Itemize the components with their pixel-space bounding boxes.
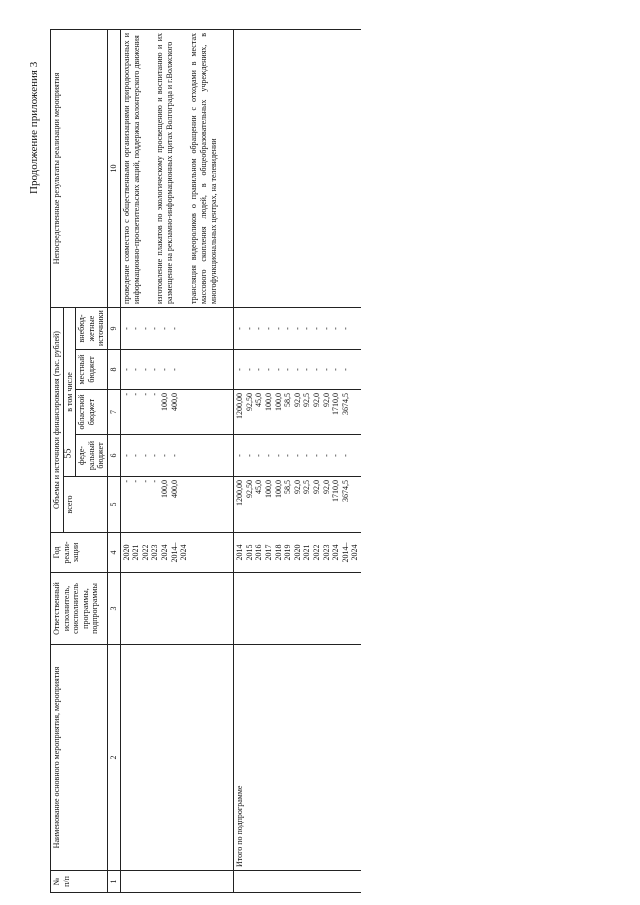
header-local: местный бюджет	[76, 350, 108, 390]
page-number: 55	[62, 448, 74, 459]
continuation-title: Продолжение приложения 3	[28, 61, 40, 194]
result-cell	[120, 29, 234, 307]
column-number: 1	[107, 871, 120, 893]
header-number: № п/п	[51, 871, 108, 893]
year-cell: 2014 2015 2016 2017 2018 2019 2020 2021 2022 2023 2024 2014–2024	[234, 533, 361, 573]
column-number: 8	[107, 350, 120, 390]
header-federal: феде-ральный бюджет	[76, 435, 108, 477]
header-offbudget: внебюд-жетные источники	[76, 307, 108, 349]
header-in-that-number: в том числе	[63, 307, 76, 476]
financing-table	[50, 29, 361, 893]
column-number-row	[107, 29, 120, 892]
column-number: 10	[107, 29, 120, 307]
header-executor: Ответственный исполнитель, соисполнитель программы, подпрограммы	[51, 573, 108, 645]
table-row	[234, 29, 361, 892]
column-number: 5	[107, 477, 120, 533]
header-regional: областной бюджет	[76, 390, 108, 435]
federal-cell: - - - - - - - - - - - -	[234, 435, 361, 477]
header-results: Непосредственные результаты реализации мероприятия	[51, 29, 108, 307]
header-total: всего	[63, 477, 107, 533]
column-number: 6	[107, 435, 120, 477]
regional-cell: 1200,00 92,50 45,0 100,0 100,0 58,5 92,0 92,5 92,0 92,0 1710,0 3674,5	[234, 390, 361, 435]
result-text: проведение совместно с общественными организациями природоохранных и информационно-просветительских акций, поддержка волонтерского движения	[121, 32, 141, 304]
column-number: 9	[107, 307, 120, 349]
column-number: 3	[107, 573, 120, 645]
subprogram-total-label: Итого по подпрограмме	[234, 645, 361, 871]
federal-cell: - - - - - -	[120, 435, 234, 477]
result-text: изготовление плакатов по экологическому просвещению и воспитанию и их размещение на рекламно-информационных щитах Волгограда и г.Волжского	[155, 32, 175, 304]
header-name: Наименование основного мероприятия, мероприятия	[51, 645, 108, 871]
local-cell: - - - - - -	[120, 350, 234, 390]
column-number: 7	[107, 390, 120, 435]
header-financing: Объемы и источники финансирования (тыс. рублей)	[51, 307, 64, 532]
local-cell: - - - - - - - - - - - -	[234, 350, 361, 390]
table-row	[120, 29, 234, 892]
header-year: Год реали-зации	[51, 533, 108, 573]
year-cell: 2020 2021 2022 2023 2024 2014–2024	[120, 533, 234, 573]
header-row-1	[51, 29, 64, 892]
total-cell: 1200,00 92,50 45,0 100,0 100,0 58,5 92,0 92,5 92,0 92,0 1710,0 3674,5	[234, 477, 361, 533]
total-cell: - - - - 100,0 400,0	[120, 477, 234, 533]
column-number: 4	[107, 533, 120, 573]
offbudget-cell: - - - - - -	[120, 307, 234, 349]
offbudget-cell: - - - - - - - - - - - -	[234, 307, 361, 349]
regional-cell: - - - - 100,0 400,0	[120, 390, 234, 435]
column-number: 2	[107, 645, 120, 871]
result-text: трансляция видеороликов о правильном обращении с отходами в местах массового скопления людей, в общеобразовательных учреждениях, в многофункциональных центрах, на телевидении	[188, 32, 218, 304]
